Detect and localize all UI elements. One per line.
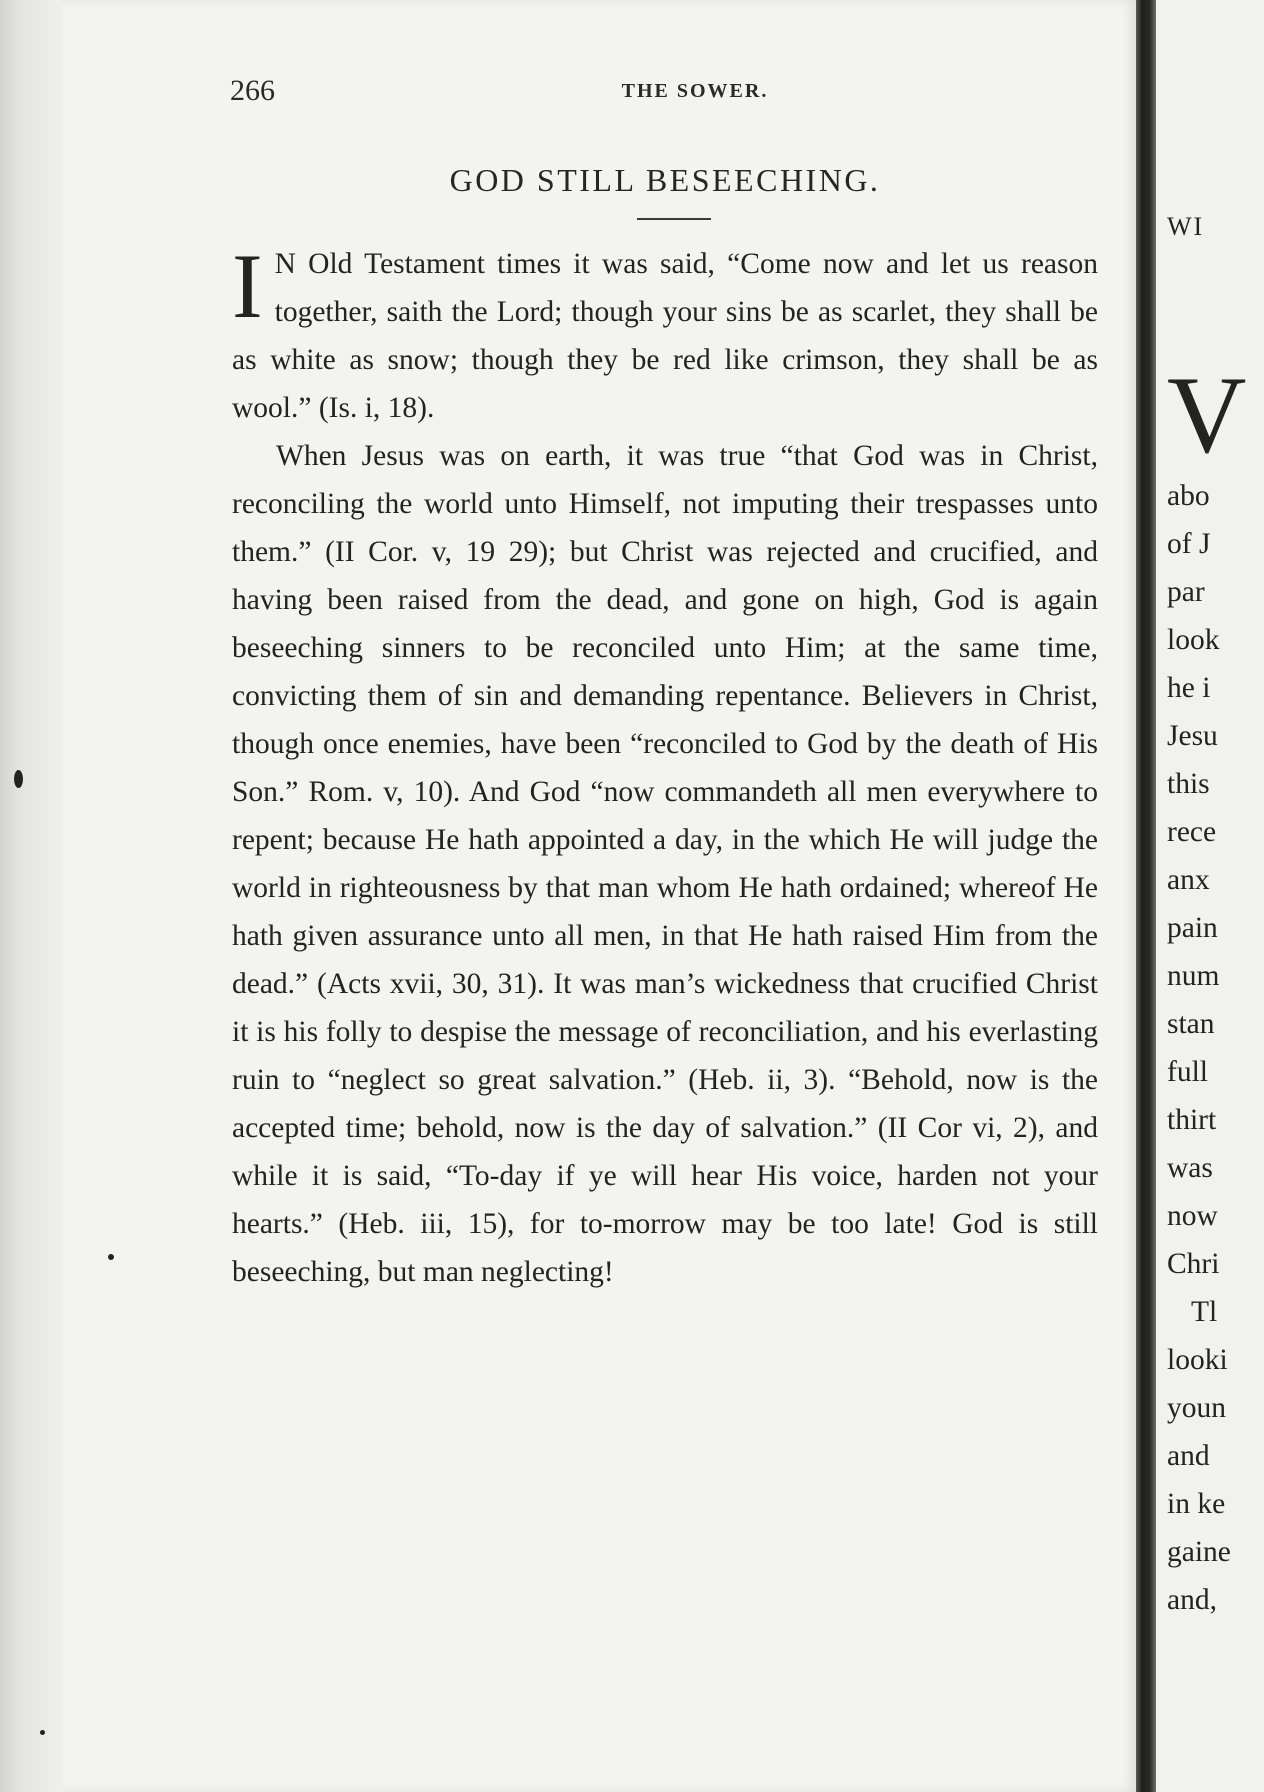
facing-page-drop-cap: V bbox=[1167, 354, 1247, 476]
facing-page-line: of J bbox=[1167, 528, 1211, 560]
facing-page-heading: WI bbox=[1167, 212, 1205, 241]
facing-page-line: abo bbox=[1167, 480, 1210, 512]
facing-page-line: thirt bbox=[1167, 1104, 1217, 1136]
facing-page-line: stan bbox=[1167, 1008, 1215, 1040]
scan-speck bbox=[40, 1730, 45, 1735]
facing-page-line: he i bbox=[1167, 672, 1211, 704]
facing-page-line: Chri bbox=[1167, 1248, 1220, 1280]
paragraph-1-text: N Old Testament times it was said, “Come now and let us reason together, saith the Lord; though your sins be as scarlet, they shall be as white as snow; though they be red like crimson, they shall be as wool.” (Is. i, 18). bbox=[232, 248, 1098, 424]
book-gutter bbox=[1136, 0, 1156, 1792]
journal-title: THE SOWER. bbox=[621, 80, 769, 102]
paragraph-2: When Jesus was on earth, it was true “that God was in Christ, reconciling the world unto Himself, not imputing their trespasses unto them.” (II Cor. v, 19 29); but Christ was rejected and crucified, and having been raised from the dead, and gone on high, God is again beseeching sinners to be reconciled unto Him; at the same time, convicting them of sin and demanding repentance. Believers in Christ, though once enemies, have been “reconciled to God by the death of His Son.” Rom. v, 10). And God “now commandeth all men everywhere to repent; because He hath appointed a day, in the which He will judge the world in righteousness by that man whom He hath ordained; whereof He hath given assurance unto all men, in that He hath raised Him from the dead.” (Acts xvii, 30, 31). It was man’s wickedness that crucified Christ it is his folly to despise the message of reconciliation, and his everlasting ruin to “neglect so great salvation.” (Heb. ii, 3). “Behold, now is the accepted time; behold, now is the day of salvation.” (II Cor vi, 2), and while it is said, “To-day if ye will hear His voice, harden not your hearts.” (Heb. iii, 15), for to-morrow may be too late! God is still beseeching, but man neglecting! bbox=[232, 440, 1098, 1288]
page-number: 266 bbox=[230, 74, 275, 107]
facing-page-line: youn bbox=[1167, 1392, 1226, 1424]
scan-speck bbox=[108, 1254, 114, 1260]
facing-page-line: look bbox=[1167, 624, 1220, 656]
facing-page-fragments bbox=[1161, 0, 1264, 1792]
facing-page-line: Tl bbox=[1191, 1296, 1218, 1328]
facing-page-line: in ke bbox=[1167, 1488, 1226, 1520]
facing-page-line: was bbox=[1167, 1152, 1213, 1184]
facing-page-line: this bbox=[1167, 768, 1210, 800]
facing-page-line: gaine bbox=[1167, 1536, 1231, 1568]
facing-page-line: looki bbox=[1167, 1344, 1228, 1376]
facing-page-line: pain bbox=[1167, 912, 1218, 944]
title-rule bbox=[637, 218, 711, 220]
facing-page-line: rece bbox=[1167, 816, 1217, 848]
facing-page-line: and bbox=[1167, 1440, 1210, 1472]
scan-speck bbox=[14, 770, 23, 788]
article-title: GOD STILL BESEECHING. bbox=[449, 162, 881, 198]
facing-page-line: full bbox=[1167, 1056, 1208, 1088]
article-body bbox=[232, 235, 1098, 1296]
facing-page-line: and, bbox=[1167, 1584, 1217, 1616]
drop-cap: I bbox=[232, 235, 263, 337]
facing-page-line: Jesu bbox=[1167, 720, 1218, 752]
running-head bbox=[230, 74, 1100, 114]
facing-page-line: num bbox=[1167, 960, 1220, 992]
facing-page-line: anx bbox=[1167, 864, 1210, 896]
facing-page-line: par bbox=[1167, 576, 1205, 608]
facing-page-line: now bbox=[1167, 1200, 1218, 1232]
paragraph-1 bbox=[232, 235, 1098, 432]
